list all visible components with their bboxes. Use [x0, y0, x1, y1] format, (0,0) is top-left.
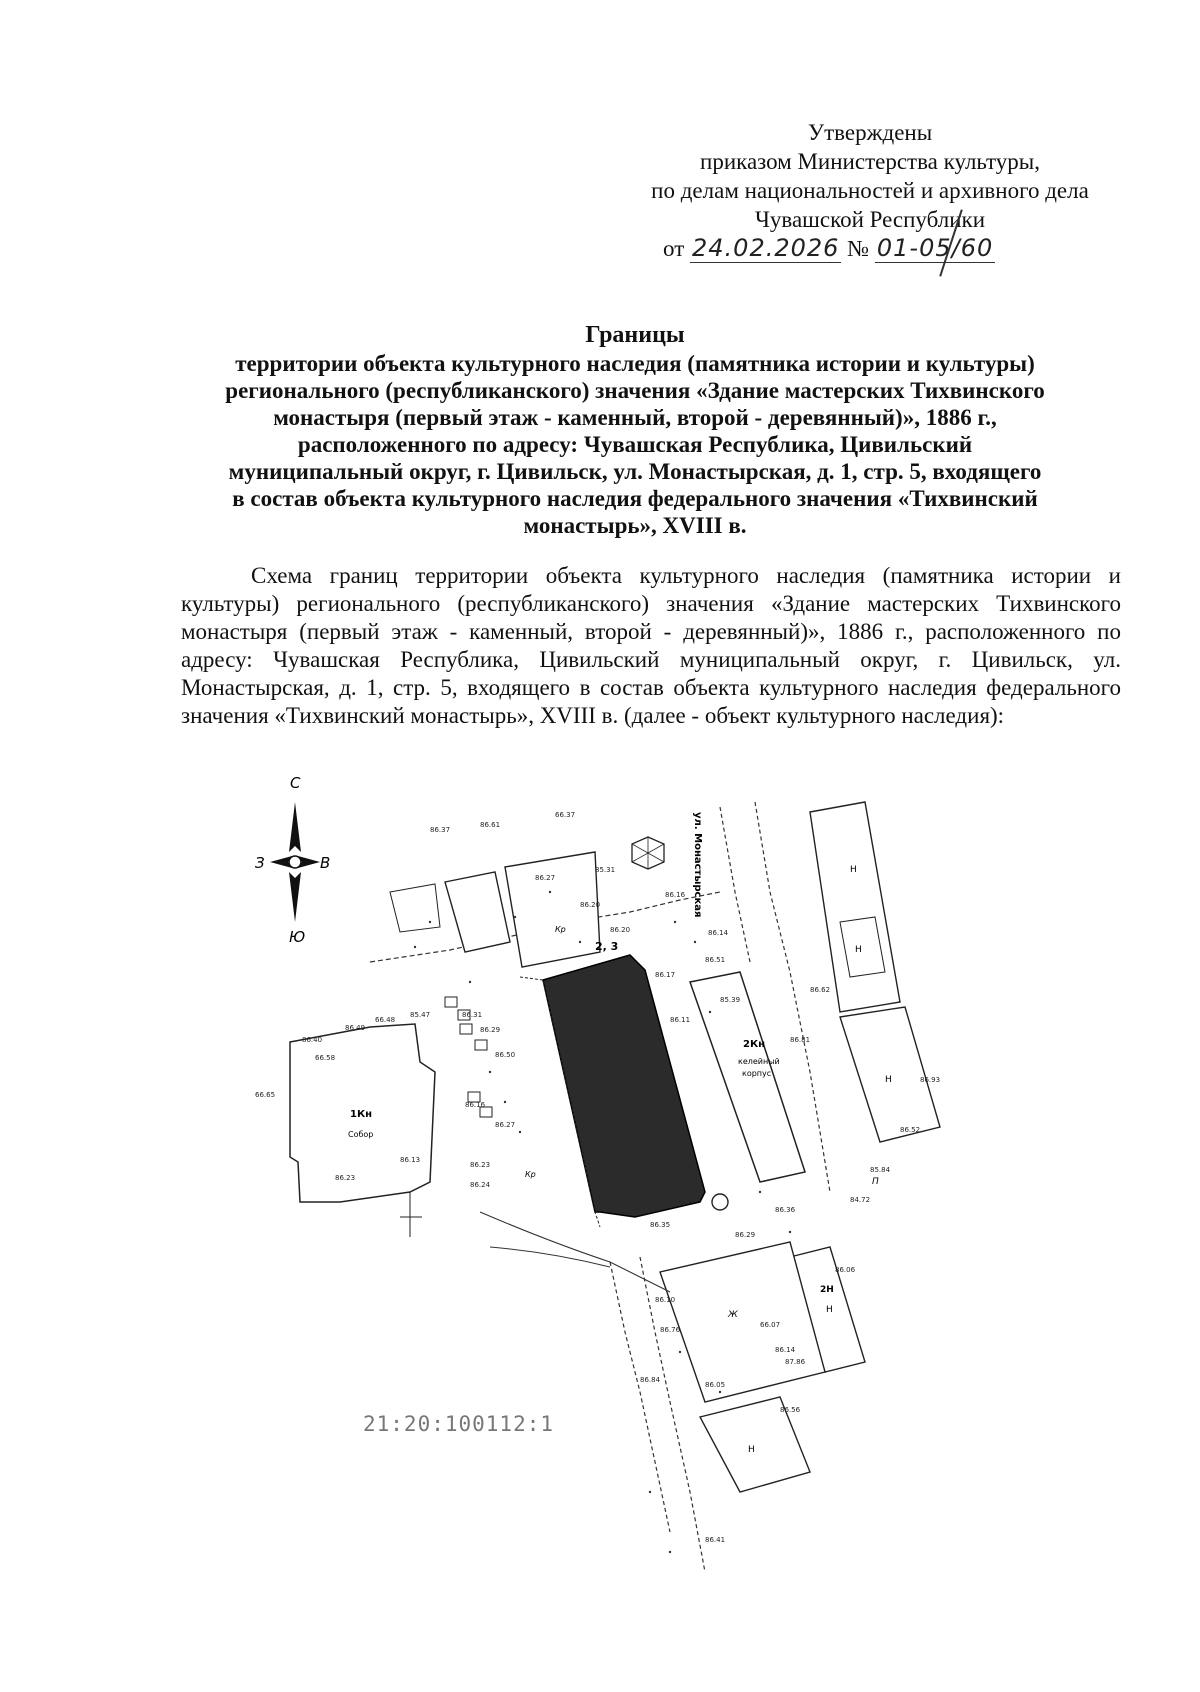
svg-text:86.24: 86.24	[470, 1181, 491, 1189]
svg-text:86.31: 86.31	[462, 1011, 483, 1019]
compass-rose	[255, 774, 330, 946]
dimension-label: 2, 3	[595, 940, 619, 953]
small-label-1: П	[872, 1177, 879, 1187]
compass-east-label: В	[320, 854, 331, 872]
svg-text:86.20: 86.20	[580, 901, 601, 909]
residential-label-6: Н	[748, 1445, 755, 1455]
title-line-4: расположенного по адресу: Чувашская Республика, Цивильский	[297, 432, 973, 457]
building-upper-middle	[505, 852, 600, 967]
svg-text:87.86: 87.86	[785, 1358, 806, 1366]
residential-label-2: Н	[885, 1075, 892, 1085]
title-heading: Границы	[585, 322, 685, 348]
svg-text:86.35: 86.35	[650, 1221, 671, 1229]
from-label: от	[663, 236, 685, 261]
svg-text:86.56: 86.56	[780, 1406, 801, 1414]
svg-text:66.07: 66.07	[760, 1321, 781, 1329]
compass-north-arrow	[289, 802, 301, 852]
svg-text:86.51: 86.51	[705, 956, 726, 964]
approval-line-4: Чувашской Республики	[754, 207, 986, 232]
svg-text:85.31: 85.31	[595, 866, 616, 874]
corps-code: 2Кн	[743, 1039, 766, 1050]
svg-text:86.93: 86.93	[920, 1076, 941, 1084]
title-line-1: территории объекта культурного наследия (памятника истории и культуры)	[235, 351, 1035, 376]
svg-text:86.50: 86.50	[495, 1051, 516, 1059]
approval-line-2: приказом Министерства культуры,	[700, 149, 1040, 174]
svg-text:85.47: 85.47	[410, 1011, 431, 1019]
title-line-7: монастырь», XVIII в.	[523, 513, 747, 538]
approval-line-3: по делам национальностей и архивного дела	[651, 178, 1089, 203]
building-upper-left-1	[445, 872, 510, 952]
title-line-6: в состав объекта культурного наследия федерального значения «Тихвинский	[232, 486, 1038, 511]
compass-west-label: З	[255, 854, 265, 872]
brick-label-1: Кр	[555, 925, 566, 934]
svg-text:86.84: 86.84	[640, 1376, 661, 1384]
heritage-territory-polygon	[543, 955, 705, 1217]
svg-text:86.27: 86.27	[495, 1121, 516, 1129]
svg-text:86.06: 86.06	[835, 1266, 856, 1274]
svg-text:86.29: 86.29	[480, 1026, 501, 1034]
scheme-drawing	[250, 772, 1050, 1652]
handwritten-date: 24.02.2026	[692, 234, 840, 262]
svg-text:86.81: 86.81	[790, 1036, 811, 1044]
svg-text:86.14: 86.14	[708, 929, 729, 937]
svg-text:86.23: 86.23	[470, 1161, 491, 1169]
svg-text:86.10: 86.10	[655, 1296, 676, 1304]
street-label: ул. Монастырская	[692, 812, 703, 918]
brick-label-2: Кр	[525, 1170, 536, 1179]
svg-text:85.84: 85.84	[870, 1166, 891, 1174]
svg-text:66.65: 66.65	[255, 1091, 276, 1099]
site-scheme	[250, 772, 1050, 1652]
residential-label-1: Н	[850, 865, 857, 875]
svg-text:86.62: 86.62	[810, 986, 831, 994]
residential-label-5: Ж	[728, 1310, 738, 1320]
svg-text:86.17: 86.17	[655, 971, 676, 979]
compass-center	[289, 856, 301, 868]
small-label-2: Н	[826, 1305, 833, 1315]
svg-text:86.40: 86.40	[302, 1036, 323, 1044]
compass-south-label: Ю	[289, 928, 306, 946]
svg-text:66.58: 66.58	[315, 1054, 336, 1062]
svg-text:86.27: 86.27	[535, 874, 556, 882]
document-title	[150, 322, 1120, 539]
svg-text:86.20: 86.20	[610, 926, 631, 934]
svg-text:66.37: 66.37	[555, 811, 576, 819]
order-date-number	[600, 234, 1140, 263]
building-upper-left-2	[390, 884, 440, 932]
svg-text:86.29: 86.29	[735, 1231, 756, 1239]
svg-text:86.41: 86.41	[705, 1536, 726, 1544]
title-line-5: муниципальный округ, г. Цивильск, ул. Монастырская, д. 1, стр. 5, входящего	[228, 459, 1042, 484]
svg-text:86.49: 86.49	[345, 1024, 366, 1032]
residential-label-3: Н	[855, 945, 862, 955]
svg-text:85.39: 85.39	[720, 996, 741, 1004]
number-label: №	[847, 236, 870, 261]
svg-text:86.05: 86.05	[705, 1381, 726, 1389]
compass-north-label: С	[290, 774, 301, 792]
corps-name-1: келейный	[738, 1057, 780, 1066]
corps-name-2: корпус	[742, 1069, 772, 1078]
svg-text:86.37: 86.37	[430, 826, 451, 834]
title-line-3: монастыря (первый этаж - каменный, второй - деревянный)», 1886 г.,	[273, 405, 997, 430]
svg-text:86.52: 86.52	[900, 1126, 921, 1134]
svg-text:86.16: 86.16	[665, 891, 686, 899]
compass-south-arrow	[289, 872, 301, 922]
svg-text:66.48: 66.48	[375, 1016, 396, 1024]
path-line-1	[480, 1212, 670, 1292]
svg-text:86.13: 86.13	[400, 1156, 421, 1164]
svg-text:86.16: 86.16	[465, 1101, 486, 1109]
cathedral-code: 1Кн	[350, 1109, 373, 1120]
handwritten-number: 01-05/60	[876, 234, 994, 262]
svg-text:86.14: 86.14	[775, 1346, 796, 1354]
residential-label-4: 2Н	[820, 1285, 834, 1295]
svg-text:86.23: 86.23	[335, 1174, 356, 1182]
street-line-west	[720, 807, 750, 962]
svg-text:86.76: 86.76	[660, 1326, 681, 1334]
residential-building-1	[810, 802, 900, 1012]
cathedral-name: Собор	[348, 1130, 374, 1139]
title-line-2: регионального (республиканского) значения «Здание мастерских Тихвинского	[225, 378, 1045, 403]
path-line-2	[490, 1247, 610, 1267]
svg-text:86.36: 86.36	[775, 1206, 796, 1214]
scheme-description-paragraph: Схема границ территории объекта культурного наследия (памятника истории и культуры) регионального (республиканского) значения «Здание мастерских Тихвинского монастыря (первый этаж - каменный, второй - деревянный)», 1886 г., расположенного по адресу: Чувашская Республика, Цивильский муниципальный округ, г. Цивильск, ул. Монастырская, д. 1, стр. 5, входящего в состав объекта культурного наследия федерального значения «Тихвинский монастырь», XVIII в. (далее - объект культурного наследия):	[181, 563, 1121, 728]
svg-text:86.11: 86.11	[670, 1016, 691, 1024]
svg-text:86.61: 86.61	[480, 821, 501, 829]
pavilion-icon	[632, 837, 664, 869]
approval-block	[600, 118, 1140, 263]
well-icon	[712, 1194, 728, 1210]
svg-text:84.72: 84.72	[850, 1196, 871, 1204]
benchmark-cross	[400, 1192, 422, 1237]
cadastral-number: 21:20:100112:1	[363, 1412, 555, 1436]
approval-line-1: Утверждены	[807, 120, 933, 145]
